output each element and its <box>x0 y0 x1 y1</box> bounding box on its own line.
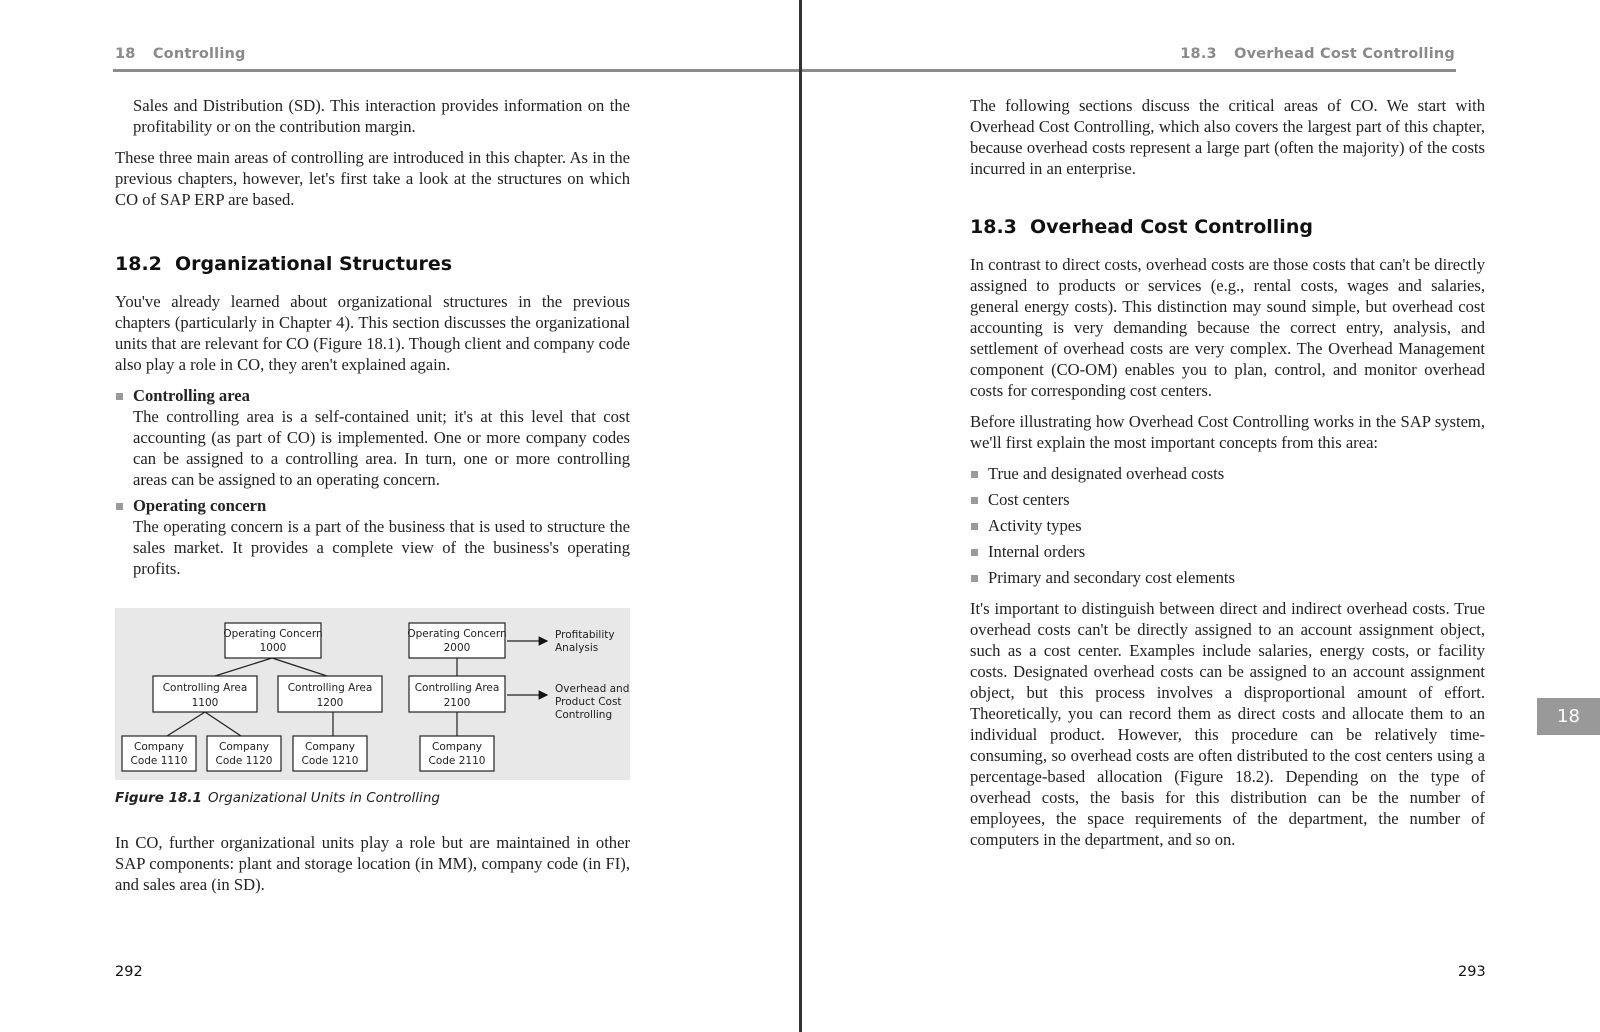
list-item-text: Internal orders <box>988 542 1086 561</box>
paragraph: These three main areas of controlling are introduced in this chapter. As in the previous chapters, however, let's first take a look at the structures on which CO of SAP ERP are based. <box>115 148 630 209</box>
figure-label: Figure 18.1 <box>115 790 202 806</box>
paragraph: The following sections discuss the critical areas of CO. We start with Overhead Cost Controlling, which also covers the largest part of this chapter, because overhead costs represent a large part (often the majority) of the costs incurred in an enterprise. <box>970 96 1485 178</box>
list-item <box>970 541 1485 562</box>
node-label: Code 1120 <box>215 755 273 767</box>
node-label: Company <box>134 741 184 753</box>
node-label: Operating Concern <box>407 628 507 640</box>
running-head-left <box>115 46 246 62</box>
node-label: 2000 <box>443 642 471 654</box>
node-label: 1100 <box>191 697 219 709</box>
connector <box>205 712 241 736</box>
chapter-title: Controlling <box>152 46 246 62</box>
node-label: Code 1110 <box>130 755 188 767</box>
node-label: 1000 <box>259 642 287 654</box>
section-heading <box>115 254 630 275</box>
bullet-square-icon <box>971 575 978 582</box>
bullet-description: The operating concern is a part of the business that is used to structure the sales market. It provides a complete view of the business's operating profits. <box>133 517 630 578</box>
list-item-text: True and designated overhead costs <box>988 464 1225 483</box>
annotation-label: Profitability <box>555 629 615 641</box>
node-label: Controlling Area <box>414 682 500 694</box>
book-spine <box>799 0 802 1032</box>
page-number-right: 293 <box>1458 964 1486 980</box>
node-label: Code 1210 <box>301 755 359 767</box>
bullet-square-icon <box>116 393 123 400</box>
header-rule-left <box>113 69 799 72</box>
section-title: Overhead Cost Controlling <box>1234 46 1455 62</box>
org-units-figure <box>115 608 630 780</box>
node-label: Operating Concern <box>223 628 323 640</box>
bullet-term: Controlling area <box>133 386 250 405</box>
bullet-square-icon <box>971 471 978 478</box>
list-item <box>970 515 1485 536</box>
paragraph: Sales and Distribution (SD). This interaction provides information on the profitability or on the contribution margin. <box>133 96 630 136</box>
node-label: Company <box>432 741 482 753</box>
bullet-description: The controlling area is a self-contained unit; it's at this level that cost accounting (as part of CO) is implemented. One or more company codes can be assigned to a controlling area. In turn, one or more controlling areas can be assigned to an operating concern. <box>133 407 630 489</box>
annotation-label: Product Cost <box>555 696 622 708</box>
chapter-thumb-tab: 18 <box>1537 698 1600 735</box>
running-head-right <box>1180 46 1455 62</box>
bullet-term: Operating concern <box>133 496 267 515</box>
node-label: 1200 <box>316 697 344 709</box>
node-label: 2100 <box>443 697 471 709</box>
list-item <box>970 489 1485 510</box>
annotation-label: Controlling <box>555 709 613 721</box>
header-rule-right <box>802 69 1456 72</box>
list-item-text: Activity types <box>988 516 1082 535</box>
section-number: 18.3 <box>970 216 1017 238</box>
section-title: Organizational Structures <box>175 253 453 275</box>
list-item <box>115 385 630 490</box>
node-label: Company <box>219 741 269 753</box>
paragraph: In contrast to direct costs, overhead costs are those costs that can't be directly assigned to products or services (e.g., rental costs, wages and salaries, general energy costs). This distinction may sound simple, but overhead cost accounting is very demanding because the correct entry, analysis, and settlement of overhead costs are very complex. The Overhead Management component (CO-OM) enables you to plan, control, and monitor overhead costs for corresponding cost centers. <box>970 255 1485 400</box>
list-item <box>115 495 630 579</box>
list-item <box>970 463 1485 484</box>
connector <box>215 658 272 676</box>
left-page-body <box>115 95 630 584</box>
figure-caption <box>115 790 440 806</box>
section-number: 18.2 <box>115 253 162 275</box>
org-diagram <box>115 608 630 780</box>
page-number-left: 292 <box>115 964 143 980</box>
bullet-square-icon <box>116 503 123 510</box>
node-label: Controlling Area <box>287 682 373 694</box>
connector <box>272 658 327 676</box>
paragraph: You've already learned about organizational structures in the previous chapters (particularly in Chapter 4). This section discusses the organizational units that are relevant for CO (Figure 18.1). Though client and company code also play a role in CO, they aren't explained again. <box>115 292 630 374</box>
node-label: Code 2110 <box>428 755 486 767</box>
node-label: Company <box>305 741 355 753</box>
chapter-number: 18 <box>115 46 136 62</box>
bullet-square-icon <box>971 549 978 556</box>
right-page-body <box>970 95 1485 860</box>
node-label: Controlling Area <box>162 682 248 694</box>
paragraph: Before illustrating how Overhead Cost Controlling works in the SAP system, we'll first explain the most important concepts from this area: <box>970 412 1485 452</box>
section-title: Overhead Cost Controlling <box>1030 216 1313 238</box>
concept-list <box>970 463 1485 588</box>
left-page-closing <box>115 832 630 905</box>
section-heading <box>970 217 1485 238</box>
section-number: 18.3 <box>1180 46 1217 62</box>
list-item <box>970 567 1485 588</box>
connector <box>167 712 205 736</box>
list-item-text: Cost centers <box>988 490 1070 509</box>
bullet-square-icon <box>971 523 978 530</box>
list-item-text: Primary and secondary cost elements <box>988 568 1235 587</box>
paragraph: It's important to distinguish between direct and indirect overhead costs. True overhead costs can't be directly assigned to an account assignment object, such as a cost center. Examples include salaries, energy costs, or facility costs. Designated overhead costs can be assigned to an account assignment object, but this process involves a disproportional amount of effort. Theoretically, you can record them as direct costs and allocate them to an individual product. However, this procedure can be relatively time-consuming, so overhead costs are often distributed to the cost centers using a percentage-based allocation (Figure 18.2). Depending on the type of overhead costs, the basis for this distribution can be the number of employees, the space requirements of the department, the number of computers in the department, and so on. <box>970 599 1485 849</box>
figure-title: Organizational Units in Controlling <box>207 790 440 806</box>
paragraph: In CO, further organizational units play a role but are maintained in other SAP components: plant and storage location (in MM), company code (in FI), and sales area (in SD). <box>115 833 630 894</box>
bullet-square-icon <box>971 497 978 504</box>
annotation-label: Analysis <box>555 642 599 654</box>
annotation-label: Overhead and <box>555 683 630 695</box>
bullet-list <box>115 385 630 579</box>
